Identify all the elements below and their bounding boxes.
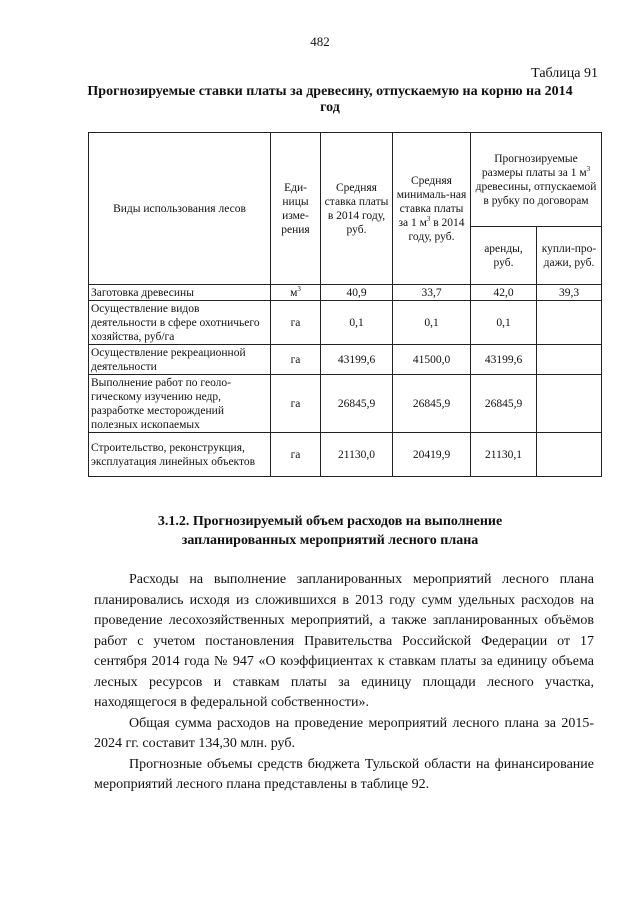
row-sale	[537, 301, 602, 345]
header-avg-rate: Средняя ставка платы в 2014 году, руб.	[321, 133, 393, 285]
row-name: Осуществление видов деятельности в сфере охотничьего хозяйства, руб/га	[89, 301, 271, 345]
table-row	[89, 345, 602, 375]
row-unit: га	[271, 433, 321, 477]
row-min: 41500,0	[393, 345, 471, 375]
row-unit: га	[271, 375, 321, 433]
row-min: 26845,9	[393, 375, 471, 433]
row-name: Осуществление рекреационной деятельности	[89, 345, 271, 375]
table-row	[89, 285, 602, 301]
row-unit: га	[271, 345, 321, 375]
row-min: 33,7	[393, 285, 471, 301]
table-row	[89, 433, 602, 477]
row-sale: 39,3	[537, 285, 602, 301]
paragraph: Прогнозные объемы средств бюджета Тульской области на финансирование мероприятий лесного плана представлены в таблице 92.	[94, 756, 594, 792]
table-row	[89, 375, 602, 433]
row-avg: 43199,6	[321, 345, 393, 375]
row-name: Выполнение работ по геоло-гическому изучению недр, разработке месторождений полезных ископаемых	[89, 375, 271, 433]
row-lease: 26845,9	[471, 375, 537, 433]
paragraph: Расходы на выполнение запланированных мероприятий лесного плана планировались исходя из сложившихся в 2013 году сумм удельных расходов на проведение лесохозяйственных мероприятий, а также запланированных объёмов работ с учетом постановления Правительства Российской Федерации от 17 сентября 2014 года № 947 «О коэффициентах к ставкам платы за единицу объема лесных ресурсов и ставкам платы за единицу площади лесного участка, находящегося в федеральной собственности».	[94, 572, 594, 710]
header-min-rate: Средняя минималь-ная ставка платы за 1 $м^3$ в 2014 году, руб.	[393, 133, 471, 285]
row-sale	[537, 433, 602, 477]
page-number: 482	[310, 34, 330, 49]
row-avg: 40,9	[321, 285, 393, 301]
body-text	[94, 570, 594, 796]
row-lease: 43199,6	[471, 345, 537, 375]
row-sale	[537, 345, 602, 375]
row-avg: 0,1	[321, 301, 393, 345]
row-lease: 42,0	[471, 285, 537, 301]
section-heading: 3.1.2. Прогнозируемый объем расходов на выполнение запланированных мероприятий лесного плана	[157, 514, 503, 548]
header-sale: купли-про-дажи, руб.	[537, 227, 602, 285]
row-lease: 0,1	[471, 301, 537, 345]
row-unit: $м^3$	[271, 285, 321, 301]
row-sale	[537, 375, 602, 433]
table-title: Прогнозируемые ставки платы за древесину, отпускаемую на корню на 2014 год	[87, 84, 573, 115]
forecast-rates-table	[88, 132, 602, 477]
header-kind: Виды использования лесов	[89, 133, 271, 285]
row-name: Заготовка древесины	[89, 285, 271, 301]
header-unit: Еди-ницы изме-рения	[271, 133, 321, 285]
paragraph: Общая сумма расходов на проведение мероприятий лесного плана за 2015-2024 гг. составит 134,30 млн. руб.	[94, 715, 594, 751]
table-row	[89, 301, 602, 345]
row-avg: 21130,0	[321, 433, 393, 477]
table-label: Таблица 91	[531, 66, 598, 81]
header-lease: аренды, руб.	[471, 227, 537, 285]
row-min: 0,1	[393, 301, 471, 345]
row-name: Строительство, реконструкция, эксплуатация линейных объектов	[89, 433, 271, 477]
row-unit: га	[271, 301, 321, 345]
row-lease: 21130,1	[471, 433, 537, 477]
row-min: 20419,9	[393, 433, 471, 477]
header-forecast: Прогнозируемые размеры платы за 1 $м^3$ древесины, отпускаемой в рубку по договорам	[471, 133, 602, 227]
row-avg: 26845,9	[321, 375, 393, 433]
